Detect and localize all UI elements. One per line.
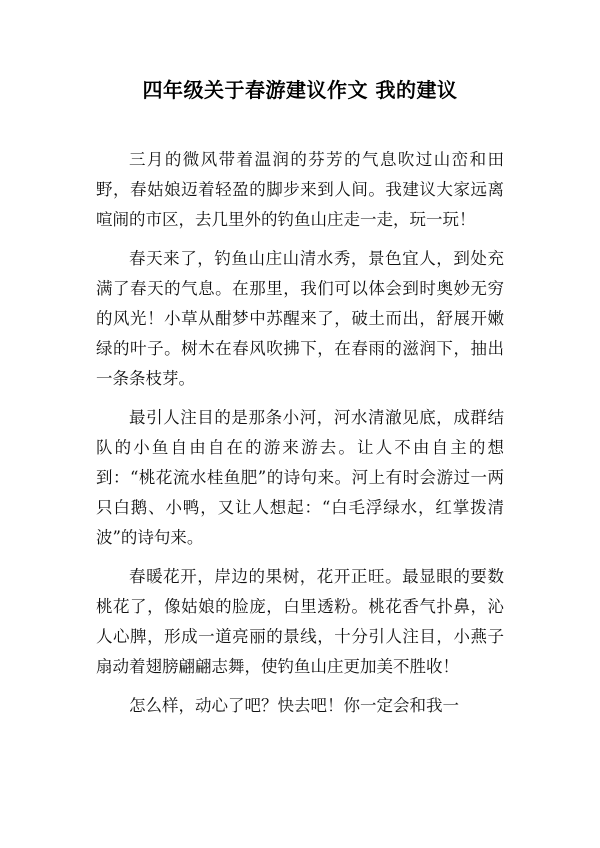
paragraph-5: 怎么样，动心了吧？快去吧！你一定会和我一 bbox=[129, 696, 459, 715]
paragraph-1: 三月的微风带着温润的芬芳的气息吹过山峦和田野，春姑娘迈着轻盈的脚步来到人间。我建议大家远离喧闹的市区，去几里外的钓鱼山庄走一走，玩一玩！ bbox=[96, 150, 504, 229]
paragraph-3: 最引人注目的是那条小河，河水清澈见底，成群结队的小鱼自由自在的游来游去。让人不由自主的想到：“桃花流水桂鱼肥”的诗句来。河上有时会游过一两只白鹅、小鸭，又让人想起：“白毛浮绿水，红掌拨清波”的诗句来。 bbox=[96, 408, 504, 547]
document-title: 四年级关于春游建议作文 我的建议 bbox=[142, 78, 458, 102]
document-body bbox=[96, 145, 504, 730]
paragraph-4: 春暖花开，岸边的果树，花开正旺。最显眼的要数桃花了，像姑娘的脸庞，白里透粉。桃花香气扑鼻，沁人心脾，形成一道亮丽的景线，十分引人注目，小燕子扇动着翅膀翩翩志舞，使钓鱼山庄更加美不胜收！ bbox=[96, 567, 504, 676]
paragraph-2: 春天来了，钓鱼山庄山清水秀，景色宜人，到处充满了春天的气息。在那里，我们可以体会到时奥妙无穷的风光！小草从酣梦中苏醒来了，破土而出，舒展开嫩绿的叶子。树木在春风吹拂下，在春雨的滋润下，抽出一条条枝芽。 bbox=[96, 249, 504, 388]
